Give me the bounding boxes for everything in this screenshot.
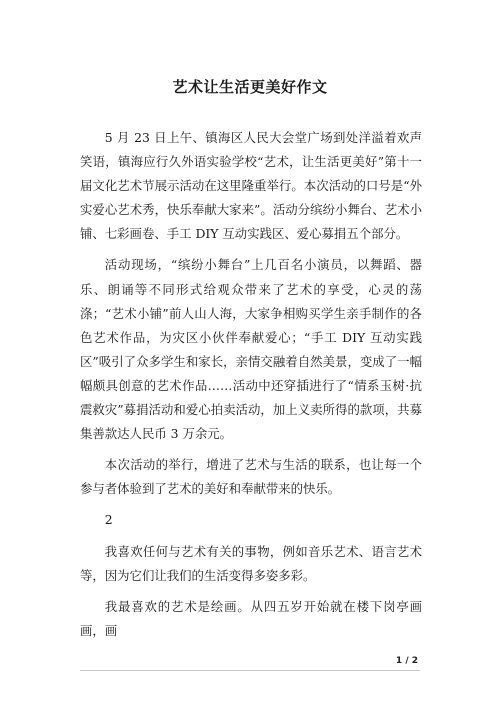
paragraph: 我最喜欢的艺术是绘画。从四五岁开始就在楼下岗亭画画，画 — [80, 598, 422, 638]
paragraph: 本次活动的举行，增进了艺术与生活的联系，也让每一个参与者体验到了艺术的美好和奉献带来的快乐。 — [80, 457, 422, 497]
paragraph: 5 月 23 日上午、镇海区人民大会堂广场到处洋溢着欢声笑语，镇海应行久外语实验学校“艺术，让生活更美好”第十一届文化艺术节展示活动在这里隆重举行。本次活动的口号是“外实爱心艺术秀，快乐奉献大家来”。活动分缤纷小舞台、艺术小铺、七彩画卷、手工 DIY 互动实践区、爱心募捐五个部分。 — [80, 130, 422, 242]
footer-divider — [80, 670, 420, 671]
section-number: 2 — [104, 512, 113, 528]
document-title: 艺术让生活更美好作文 — [172, 78, 328, 96]
paragraph: 活动现场，“缤纷小舞台”上几百名小演员，以舞蹈、器乐、朗诵等不同形式给观众带来了艺术的享受，心灵的荡涤；“艺术小铺”前人山人海，大家争相购买学生亲手制作的各色艺术作品，为灾区小伙伴奉献爱心；“手工 DIY 互动实践区”吸引了众多学生和家长，亲情交融着自然美景，变成了一幅幅颇具创意的艺术作品……活动中还穿插进行了“情系玉树·抗震救灾”募捐活动和爱心拍卖活动，加上义卖所得的款项，共募集善款达人民币 3 万余元。 — [80, 257, 422, 442]
page-number: 1 / 2 — [395, 656, 418, 666]
paragraph: 我喜欢任何与艺术有关的事物，例如音乐艺术、语言艺术等，因为它们让我们的生活变得多姿多彩。 — [80, 543, 422, 583]
document-body — [80, 126, 422, 650]
